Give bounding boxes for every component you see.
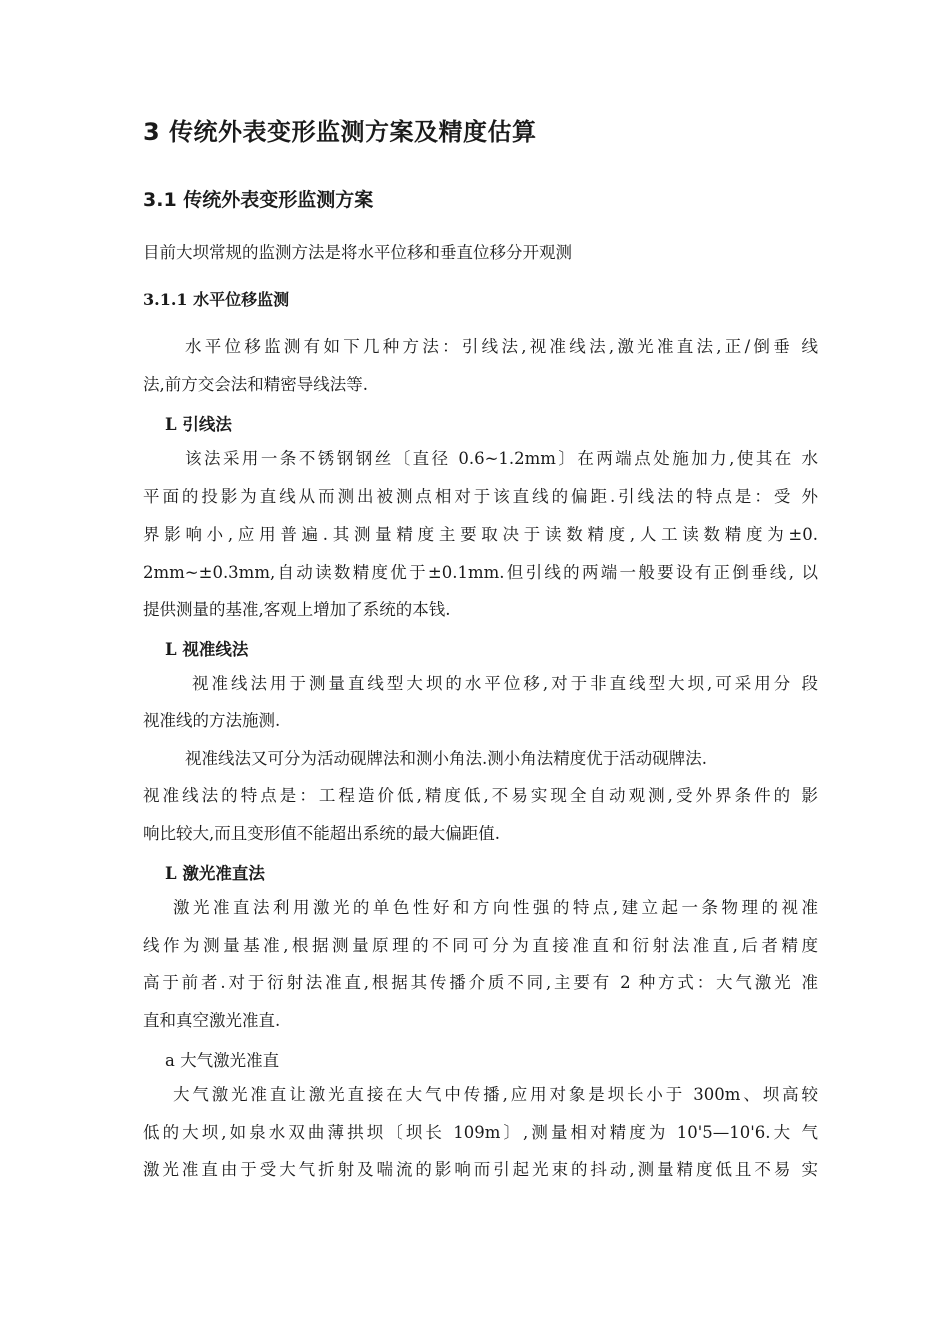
paragraph-line: 大气激光准直让激光直接在大气中传播,应用对象是坝长小于 300m、坝高较: [173, 1085, 818, 1104]
paragraph-line: 响比较大,而且变形值不能超出系统的最大偏距值.: [143, 824, 500, 843]
section-heading-3-1: 3.1 传统外表变形监测方案: [143, 189, 374, 211]
paragraph-line: 直和真空激光准直.: [143, 1011, 281, 1030]
paragraph-line: 水平位移监测有如下几种方法：引线法,视准线法,激光准直法,正/倒垂 线: [185, 337, 818, 356]
paragraph-line: 激光准直法利用激光的单色性好和方向性强的特点,建立起一条物理的视准: [173, 898, 818, 917]
subsection-heading-3-1-1: 3.1.1 水平位移监测: [143, 290, 290, 309]
paragraph-line: 提供测量的基准,客观上增加了系统的本钱.: [143, 600, 451, 619]
method-heading-daqi: a 大气激光准直: [165, 1051, 280, 1070]
paragraph-line: 低的大坝,如泉水双曲薄拱坝〔坝长 109m〕,测量相对精度为 10'5—10'6.大 气: [143, 1123, 818, 1142]
method-heading-shizhun: L 视准线法: [165, 640, 249, 659]
paragraph-line: 视准线的方法施测.: [143, 711, 281, 730]
paragraph-line: 线作为测量基准,根据测量原理的不同可分为直接准直和衍射法准直,后者精度: [143, 936, 818, 955]
paragraph-line: 视准线法的特点是：工程造价低,精度低,不易实现全自动观测,受外界条件的 影: [143, 786, 818, 805]
paragraph-line: 平面的投影为直线从而测出被测点相对于该直线的偏距.引线法的特点是：受 外: [143, 487, 818, 506]
method-heading-jiguang: L 激光准直法: [165, 864, 265, 883]
paragraph-line: 界影响小,应用普遍.其测量精度主要取决于读数精度,人工读数精度为±0.: [143, 525, 818, 544]
page-title: 3 传统外表变形监测方案及精度估算: [143, 118, 537, 146]
paragraph-line: 法,前方交会法和精密导线法等.: [143, 375, 368, 394]
section-intro: 目前大坝常规的监测方法是将水平位移和垂直位移分开观测: [143, 243, 572, 262]
paragraph-line: 2mm~±0.3mm,自动读数精度优于±0.1mm.但引线的两端一般要设有正倒垂线, 以: [143, 563, 818, 582]
paragraph-line: 视准线法又可分为活动砚牌法和测小角法.测小角法精度优于活动砚牌法.: [185, 749, 707, 768]
method-heading-yinxian: L 引线法: [165, 415, 232, 434]
paragraph-line: 高于前者.对于衍射法准直,根据其传播介质不同,主要有 2 种方式：大气激光 准: [143, 973, 818, 992]
paragraph-line: 视准线法用于测量直线型大坝的水平位移,对于非直线型大坝,可采用分 段: [192, 674, 818, 693]
paragraph-line: 激光准直由于受大气折射及喘流的影响而引起光束的抖动,测量精度低且不易 实: [143, 1160, 818, 1179]
paragraph-line: 该法采用一条不锈钢钢丝〔直径 0.6~1.2mm〕在两端点处施加力,使其在 水: [185, 449, 818, 468]
